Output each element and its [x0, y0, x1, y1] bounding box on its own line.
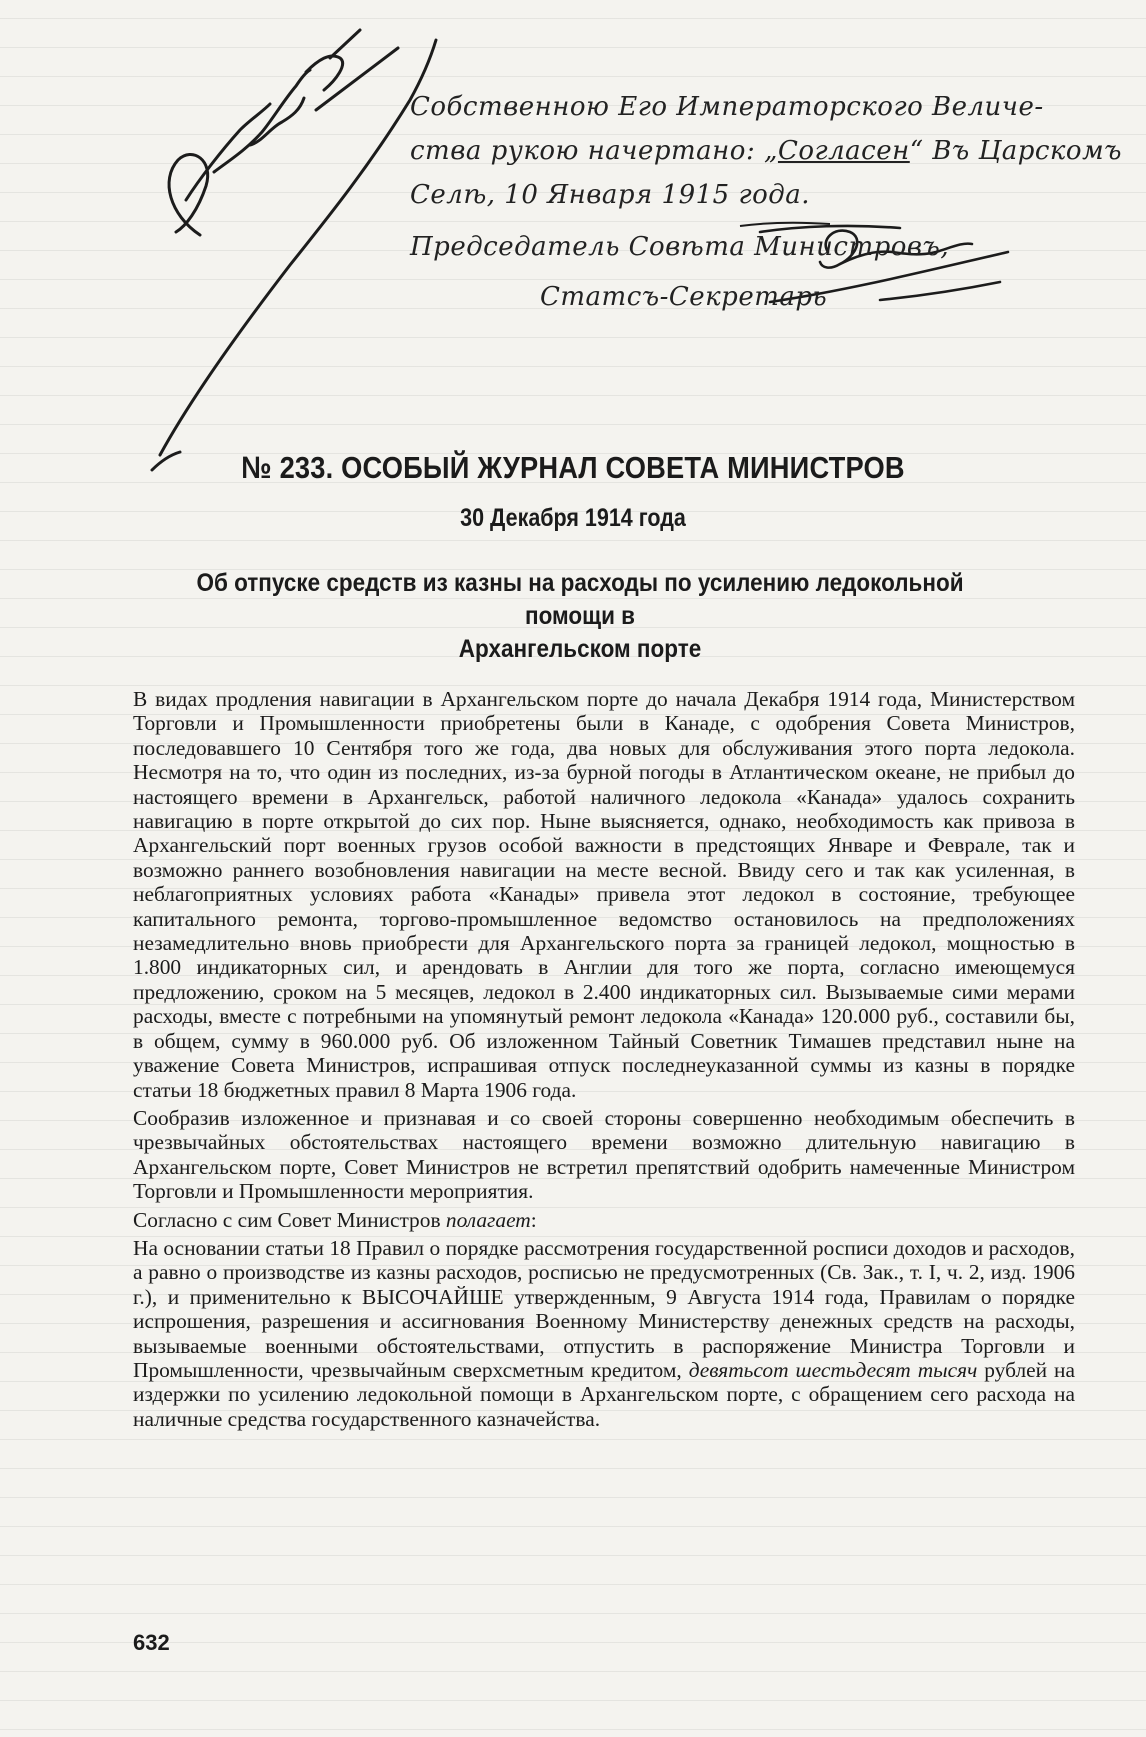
paragraph-3-suffix: :	[530, 1207, 537, 1232]
paragraph-4	[133, 1236, 1075, 1431]
resolution-line-2	[410, 136, 1122, 166]
resolution-secretary: Статсъ-Секретарь	[540, 282, 828, 312]
paragraph-1: В видах продления навигации в Архангельском порте до начала Декабря 1914 года, Министерством Торговли и Промышленности приобретены были в Канаде, с одобрения Совета Министров, последовавшего 10 Сентября того же года, два новых для обслуживания этого порта ледокола. Несмотря на то, что один из последних, из-за бурной погоды в Атлантическом океане, не прибыл до настоящего времени в Архангельск, работой наличного ледокола «Канада» удалось сохранить навигацию в порте открытой до сих пор. Ныне выясняется, однако, необходимость как привоза в Архангельский порт военных грузов особой важности в предстоящих Январе и Феврале, так и возможно раннего возобновления навигации на месте весной. Ввиду сего и так как усиленная, в неблагоприятных условиях работа «Канады» привела этот ледокол в состояние, требующее капитального ремонта, торгово-промышленное ведомство остановилось на предположениях незамедлительно вновь приобрести для Архангельского порта за границей ледокол, мощностью в 1.800 индикаторных сил, и арендовать в Англии для того же порта, согласно имеющемуся предложению, сроком на 5 месяцев, ледокол в 2.400 индикаторных сил. Вызываемые сими мерами расходы, вместе с потребными на упомянутый ремонт ледокола «Канада» 120.000 руб., составили бы, в общем, сумму в 960.000 руб. Об изложенном Тайный Советник Тимашев представил ныне на уважение Совета Министров, испрашивая отпуск последнеуказанной суммы из казны в порядке статьи 18 бюджетных правил 8 Марта 1906 года.	[133, 687, 1075, 1102]
paragraph-3-prefix: Согласно с сим Совет Министров	[133, 1207, 446, 1232]
imperial-signature-stroke	[152, 30, 436, 470]
journal-title-line-2: Архангельском порте	[458, 635, 702, 663]
paragraph-2: Сообразив изложенное и признавая и со своей стороны совершенно необходимым обеспечить в чрезвычайных обстоятельствах настоящего времени возможно длительную навигацию в Архангельском порте, Совет Министров не встретил препятствий одобрить намеченные Министром Торговли и Промышленности мероприятия.	[133, 1105, 1075, 1204]
resolution-line-2-prefix: ства рукою начертано: „	[410, 136, 778, 166]
paragraph-4-italic: девятьсот шестьдесят тысяч	[688, 1357, 978, 1382]
resolution-chairman: Председатель Совѣта Министровъ,	[410, 232, 950, 262]
paragraph-3	[133, 1208, 1075, 1232]
journal-number-heading: № 233. ОСОБЫЙ ЖУРНАЛ СОВЕТА МИНИСТРОВ	[241, 450, 905, 485]
page-number: 632	[133, 1630, 170, 1655]
journal-date: 30 Декабря 1914 года	[460, 504, 686, 532]
paragraph-4-prefix: На основании статьи 18 Правил о порядке рассмотрения государственной росписи доходов и расходов, а равно о производстве из казны расходов, росписью не предусмотренных (Св. Зак., т. I, ч. 2, изд. 1906 г.), и применительно к ВЫСОЧАЙШЕ утвержденным, 9 Августа 1914 года, Правилам о порядке испрошения, разрешения и ассигнования Военному Министерству денежных средств на расходы, вызываемые военными обстоятельствами, отпустить в распоряжение Министра Торговли и Промышленности, чрезвычайным сверхсметным кредитом,	[133, 1235, 1075, 1382]
paragraph-4-suffix: рублей на издержки по усилению ледокольной помощи в Архангельском порте, с обращением сего расхода на наличные средства государственного казначейства.	[133, 1357, 1075, 1431]
journal-body	[133, 687, 1075, 1431]
journal-title-line-1: Об отпуске средств из казны на расходы по усилению ледокольной помощи в	[196, 569, 964, 630]
resolution-consent-word: Согласен	[777, 136, 910, 166]
resolution-line-2-suffix: “ Въ Царскомъ	[909, 136, 1122, 166]
resolution-line-3: Селѣ, 10 Января 1915 года.	[410, 180, 811, 210]
paragraph-3-italic: полагает	[445, 1207, 531, 1232]
journal-title	[130, 567, 1030, 666]
resolution-line-1: Собственною Его Императорского Величе-	[410, 92, 1044, 122]
chairman-line-stroke	[740, 223, 830, 226]
